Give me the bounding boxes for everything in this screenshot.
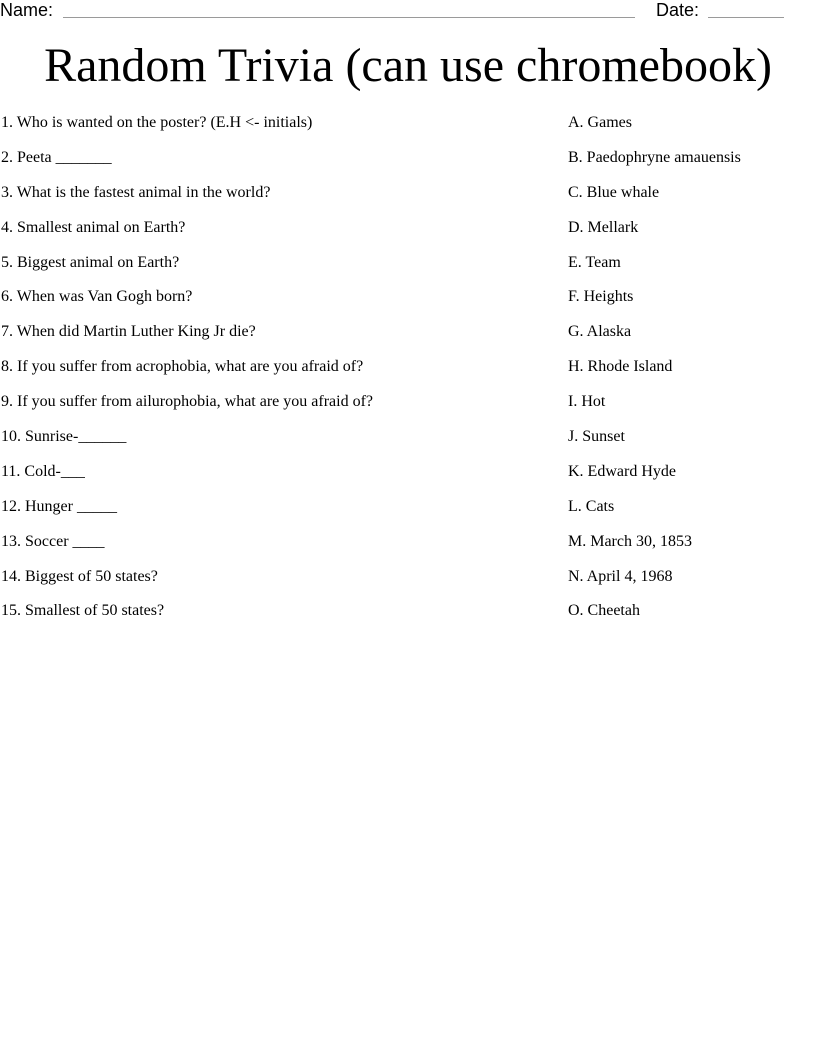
answer-item: L. Cats [568, 497, 615, 515]
question-item: 11. Cold-___ [1, 462, 85, 480]
question-item: 13. Soccer ____ [1, 532, 105, 550]
header-row [0, 0, 816, 22]
answer-item: F. Heights [568, 288, 634, 306]
date-blank-line [708, 17, 784, 18]
answer-item: G. Alaska [568, 323, 632, 341]
answer-item: K. Edward Hyde [568, 462, 676, 480]
question-item: 2. Peeta _______ [1, 148, 112, 166]
answer-item: N. April 4, 1968 [568, 567, 673, 585]
answer-item: E. Team [568, 253, 621, 271]
answer-item: D. Mellark [568, 218, 639, 236]
answer-item: H. Rhode Island [568, 358, 673, 376]
question-item: 12. Hunger _____ [1, 497, 117, 515]
question-item: 7. When did Martin Luther King Jr die? [1, 323, 256, 341]
answer-item: O. Cheetah [568, 602, 640, 620]
question-item: 4. Smallest animal on Earth? [1, 218, 186, 236]
date-label: Date: [656, 0, 700, 20]
answer-item: A. Games [568, 114, 632, 131]
name-label: Name: [0, 0, 54, 20]
question-item: 8. If you suffer from acrophobia, what are you afraid of? [1, 358, 364, 376]
worksheet-title: Random Trivia (can use chromebook) [44, 39, 772, 92]
answer-item: C. Blue whale [568, 183, 660, 201]
answer-item: B. Paedophryne amauensis [568, 148, 741, 166]
answer-item: J. Sunset [568, 428, 625, 446]
question-item: 10. Sunrise-______ [1, 428, 127, 446]
question-item: 1. Who is wanted on the poster? (E.H <- initials) [1, 114, 313, 131]
question-item: 6. When was Van Gogh born? [1, 288, 193, 306]
answer-item: I. Hot [568, 393, 606, 411]
question-item: 5. Biggest animal on Earth? [1, 253, 180, 271]
question-list [1, 113, 541, 636]
answer-item: M. March 30, 1853 [568, 532, 692, 550]
name-blank-line [63, 17, 635, 18]
question-item: 3. What is the fastest animal in the world? [1, 183, 271, 201]
question-item: 9. If you suffer from ailurophobia, what are you afraid of? [1, 393, 374, 411]
question-item: 14. Biggest of 50 states? [1, 567, 158, 585]
question-item: 15. Smallest of 50 states? [1, 602, 165, 620]
answer-list [568, 113, 808, 636]
